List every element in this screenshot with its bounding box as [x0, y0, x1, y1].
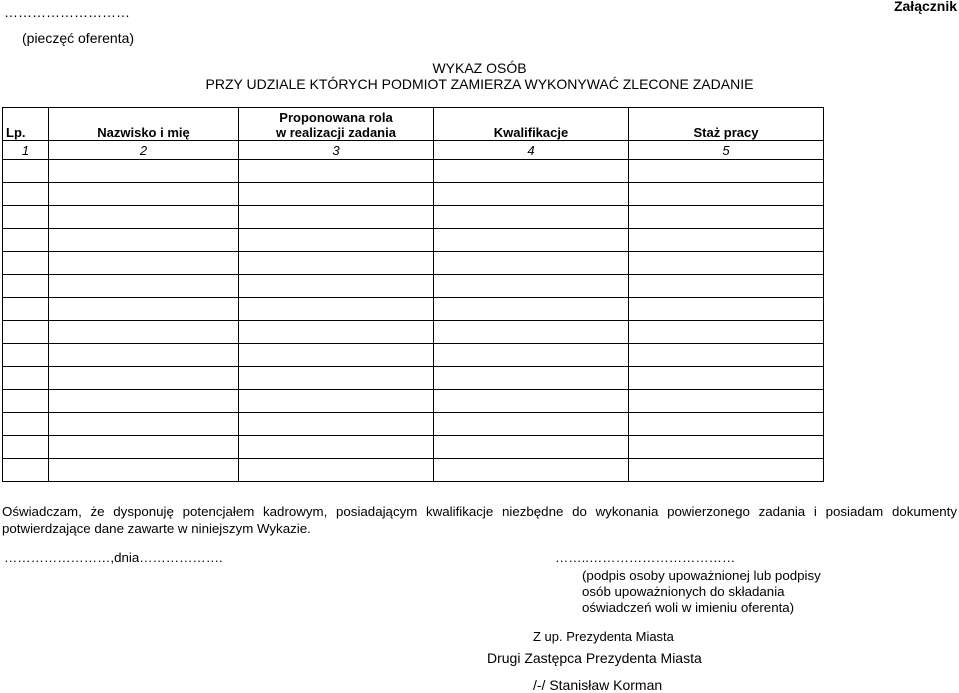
table-cell — [49, 160, 239, 183]
table-cell — [629, 459, 824, 482]
seal-dots: ……………………… — [4, 4, 130, 20]
persons-table — [2, 107, 824, 482]
col-number: 5 — [629, 141, 824, 160]
table-cell — [434, 298, 629, 321]
table-cell — [239, 344, 434, 367]
table-cell — [49, 344, 239, 367]
table-cell — [239, 229, 434, 252]
table-cell — [629, 183, 824, 206]
table-cell — [49, 436, 239, 459]
table-row — [3, 298, 824, 321]
table-cell — [434, 321, 629, 344]
table-row — [3, 344, 824, 367]
table-cell — [3, 321, 49, 344]
table-cell — [629, 229, 824, 252]
table-cell — [629, 436, 824, 459]
header-role-line2: w realizacji zadania — [276, 125, 396, 140]
table-cell — [629, 344, 824, 367]
table-cell — [49, 298, 239, 321]
table-cell — [49, 183, 239, 206]
table-cell — [49, 459, 239, 482]
table-cell — [239, 252, 434, 275]
document-title: WYKAZ OSÓB — [432, 60, 527, 76]
table-row — [3, 275, 824, 298]
table-cell — [3, 206, 49, 229]
col-number: 1 — [3, 141, 49, 160]
table-cell — [434, 390, 629, 413]
table-cell — [434, 436, 629, 459]
table-cell — [629, 321, 824, 344]
table-cell — [629, 367, 824, 390]
table-row — [3, 206, 824, 229]
seal-label: (pieczęć oferenta) — [22, 30, 135, 46]
table-cell — [3, 459, 49, 482]
table-cell — [3, 344, 49, 367]
table-row — [3, 459, 824, 482]
table-cell — [3, 160, 49, 183]
table-cell — [434, 252, 629, 275]
table-cell — [239, 436, 434, 459]
col-number: 4 — [434, 141, 629, 160]
header-experience: Staż pracy — [629, 108, 824, 141]
signature-caption-line2: osób upoważnionych do składania — [582, 584, 785, 599]
table-cell — [49, 413, 239, 436]
table-cell — [434, 275, 629, 298]
signature-caption-line1: (podpis osoby upoważnionej lub podpisy — [582, 568, 821, 583]
table-cell — [629, 390, 824, 413]
table-row — [3, 252, 824, 275]
table-cell — [434, 413, 629, 436]
table-cell — [239, 459, 434, 482]
table-cell — [239, 321, 434, 344]
table-cell — [49, 229, 239, 252]
table-cell — [49, 252, 239, 275]
table-cell — [434, 459, 629, 482]
table-cell — [434, 183, 629, 206]
header-qualifications: Kwalifikacje — [434, 108, 629, 141]
table-cell — [239, 183, 434, 206]
signature-dots: ……..…………………………… — [555, 550, 736, 565]
table-row — [3, 160, 824, 183]
col-number: 3 — [239, 141, 434, 160]
table-cell — [239, 206, 434, 229]
table-cell — [3, 229, 49, 252]
on-behalf-label: Z up. Prezydenta Miasta — [533, 629, 674, 644]
table-cell — [49, 367, 239, 390]
table-cell — [239, 390, 434, 413]
table-row — [3, 436, 824, 459]
header-name: Nazwisko i mię — [49, 108, 239, 141]
attachment-label: Załącznik — [893, 0, 957, 14]
table-cell — [629, 275, 824, 298]
table-row — [3, 183, 824, 206]
table-cell — [629, 206, 824, 229]
table-cell — [239, 275, 434, 298]
table-row — [3, 367, 824, 390]
table-row — [3, 229, 824, 252]
table-cell — [434, 229, 629, 252]
header-role — [239, 108, 434, 141]
table-cell — [3, 275, 49, 298]
header-role-line1: Proponowana rola — [279, 110, 393, 125]
table-row — [3, 413, 824, 436]
header-lp: Lp. — [3, 108, 49, 141]
table-row — [3, 390, 824, 413]
table-cell — [239, 367, 434, 390]
table-cell — [629, 298, 824, 321]
table-cell — [3, 436, 49, 459]
table-cell — [629, 252, 824, 275]
table-cell — [239, 413, 434, 436]
table-cell — [434, 206, 629, 229]
table-cell — [49, 321, 239, 344]
table-cell — [49, 206, 239, 229]
col-number: 2 — [49, 141, 239, 160]
table-cell — [434, 344, 629, 367]
table-cell — [3, 183, 49, 206]
table-header-row — [3, 108, 824, 141]
table-cell — [3, 298, 49, 321]
table-cell — [3, 413, 49, 436]
table-cell — [434, 367, 629, 390]
empty-rows — [3, 160, 824, 482]
signature-caption-line3: oświadczeń woli w imieniu oferenta) — [582, 600, 795, 615]
table-cell — [629, 413, 824, 436]
place-date-line: ……………………,dnia………………. — [4, 550, 223, 565]
table-cell — [239, 298, 434, 321]
table-cell — [49, 390, 239, 413]
table-cell — [3, 367, 49, 390]
deputy-title: Drugi Zastępca Prezydenta Miasta — [487, 650, 702, 666]
table-row — [3, 321, 824, 344]
table-cell — [3, 252, 49, 275]
table-cell — [239, 160, 434, 183]
signatory-name: /-/ Stanisław Korman — [533, 677, 663, 693]
document-subtitle: PRZY UDZIALE KTÓRYCH PODMIOT ZAMIERZA WYKONYWAĆ ZLECONE ZADANIE — [205, 76, 754, 92]
table-cell — [629, 160, 824, 183]
table-number-row — [3, 141, 824, 160]
table-cell — [49, 275, 239, 298]
declaration-text: Oświadczam, że dysponuję potencjałem kadrowym, posiadającym kwalifikacje niezbędne do wykonania powierzonego zadania i posiadam dokumenty potwierdzające dane zawarte w niniejszym Wykazie. — [2, 504, 957, 536]
table-cell — [3, 390, 49, 413]
table-cell — [434, 160, 629, 183]
